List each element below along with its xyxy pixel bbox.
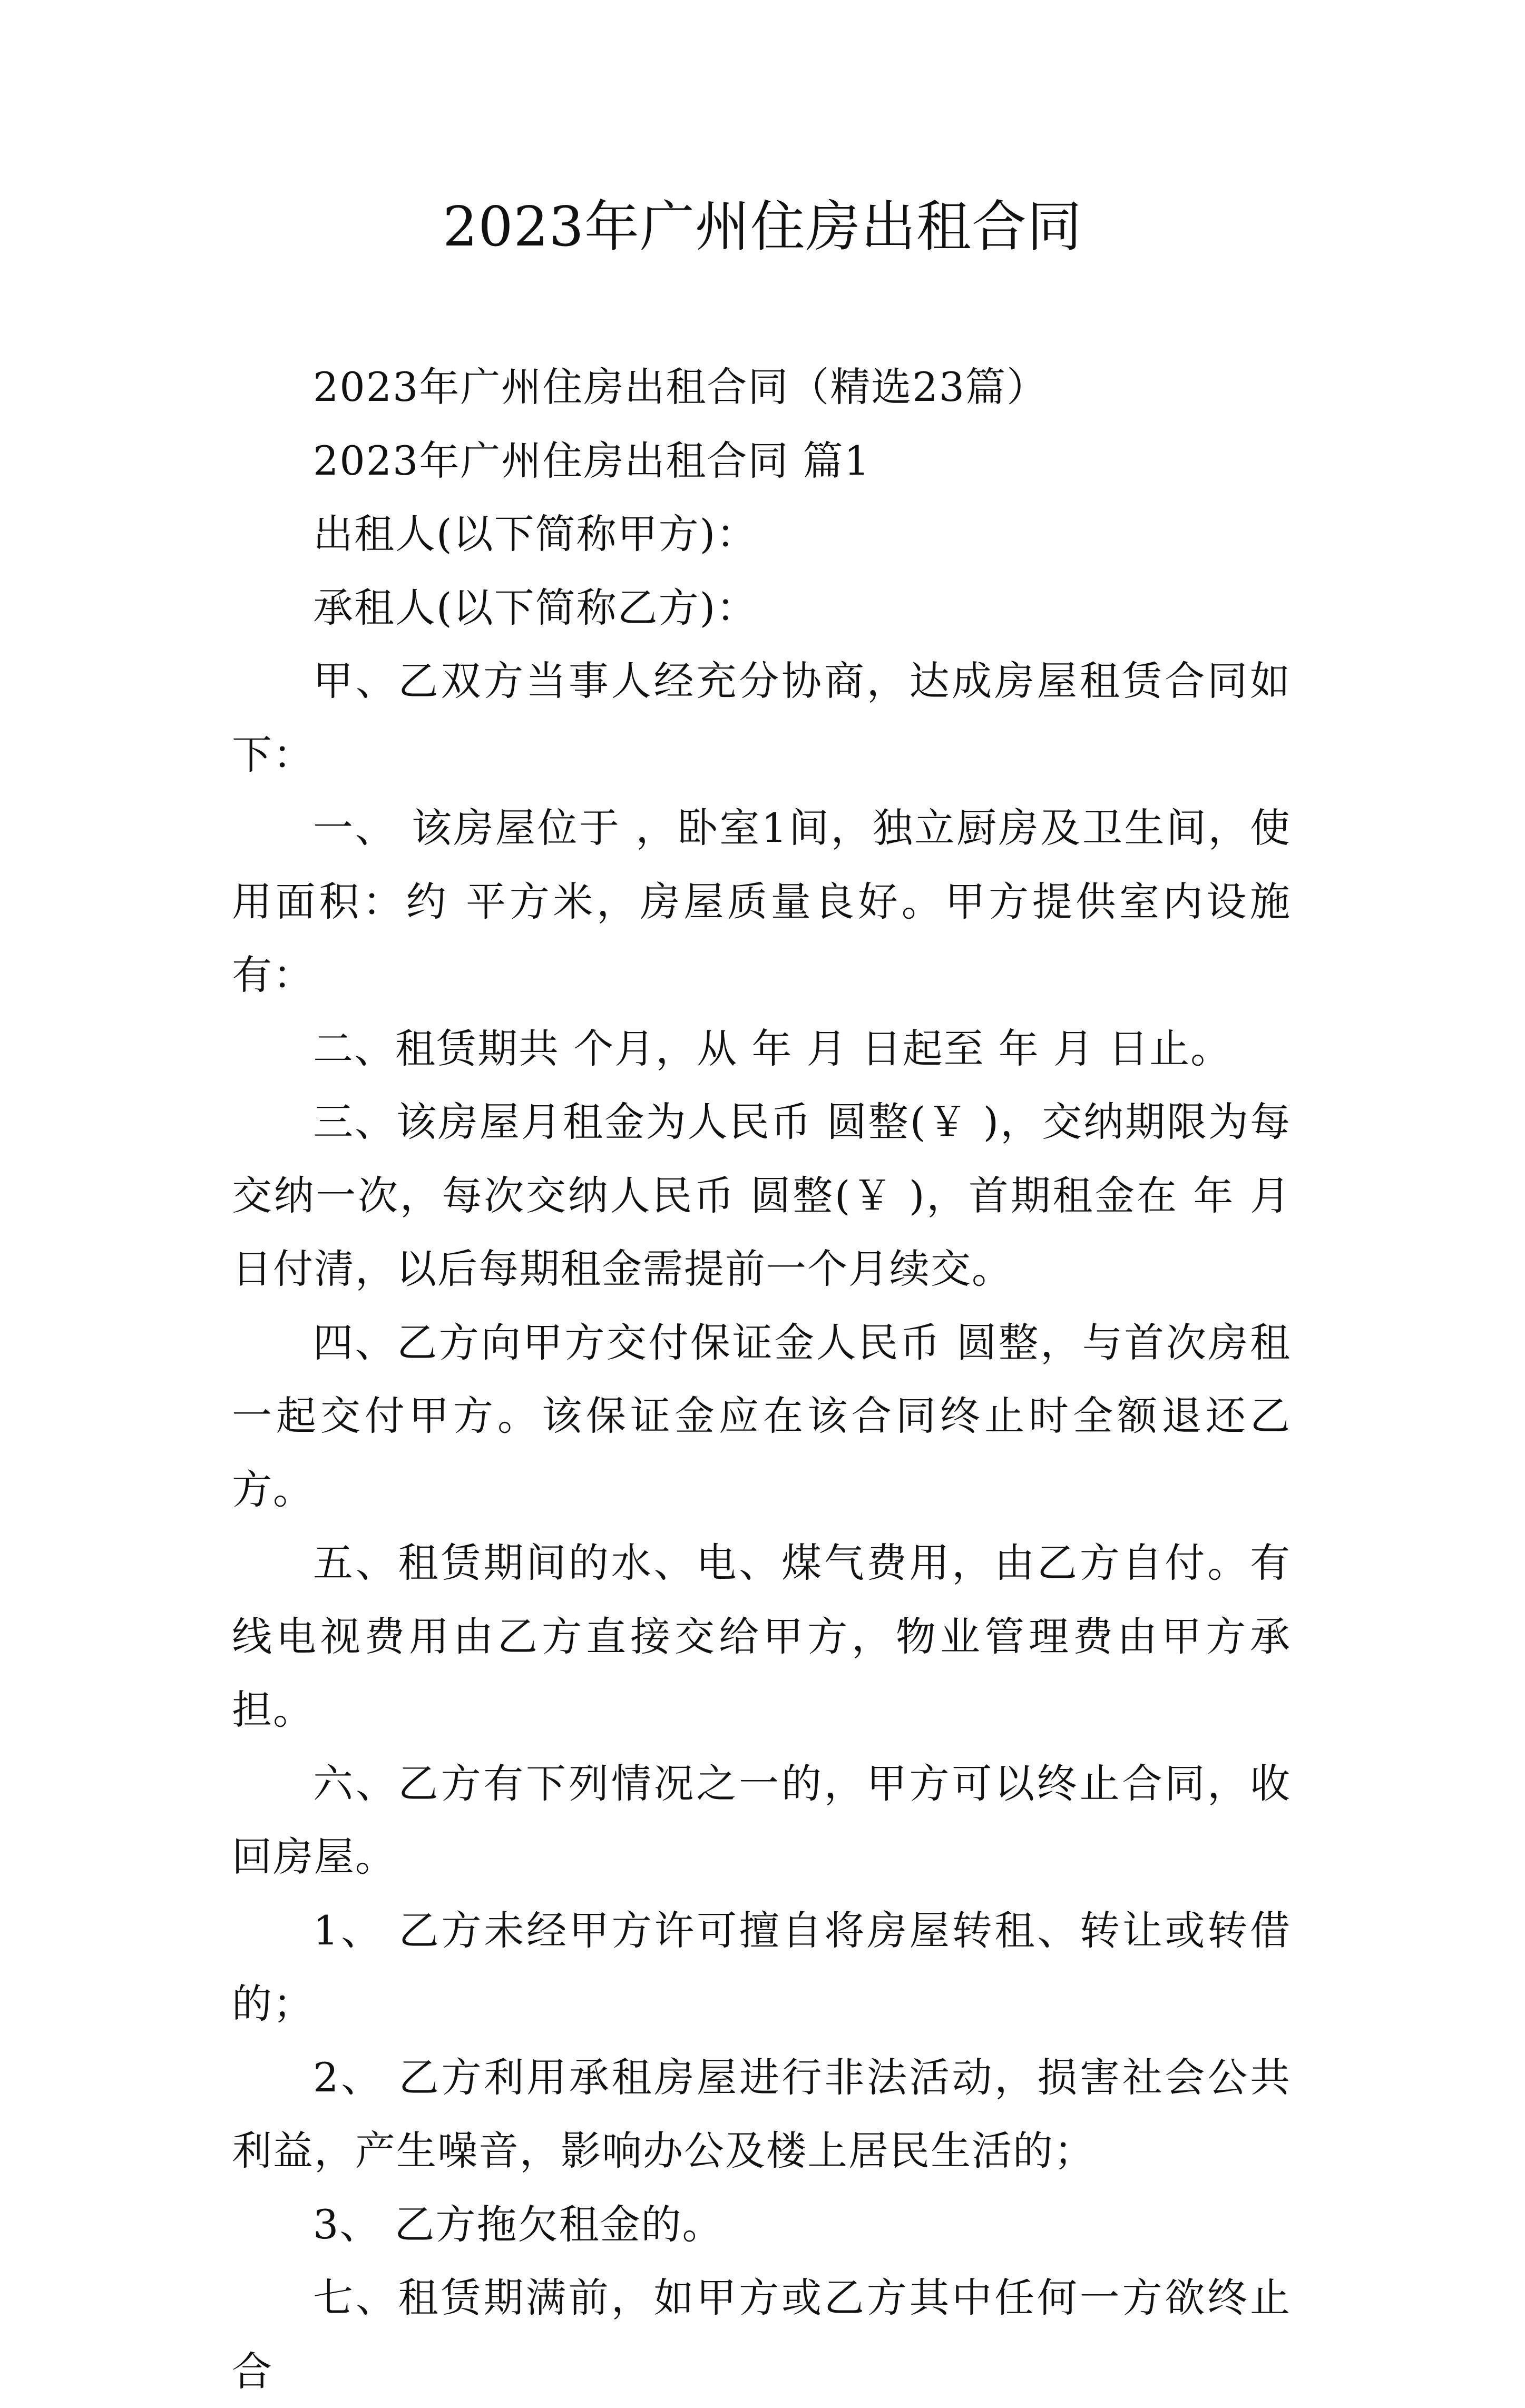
paragraph-lessee: 承租人(以下简称乙方)： [313, 584, 758, 631]
paragraph-clause-2: 二、租赁期共 个月，从 年 月 日起至 年 月 日止。 [313, 1025, 1232, 1072]
paragraph-article-heading: 2023年广州住房出租合同 篇1 [313, 437, 871, 484]
paragraph-preamble: 甲、乙双方当事人经充分协商，达成房屋租赁合同如下： [232, 657, 1291, 778]
paragraph-clause-6-item-2: 2、 乙方利用承租房屋进行非法活动，损害社会公共利益，产生噪音，影响办公及楼上居民生活的； [232, 2053, 1291, 2174]
document-body [232, 350, 1291, 2408]
paragraph-clause-6-item-1: 1、 乙方未经甲方许可擅自将房屋转租、转让或转借的； [232, 1906, 1291, 2027]
paragraph-clause-6-item-3: 3、 乙方拖欠租金的。 [313, 2200, 724, 2248]
paragraph-clause-5: 五、租赁期间的水、电、煤气费用，由乙方自付。有线电视费用由乙方直接交给甲方，物业管理费由甲方承担。 [232, 1539, 1291, 1733]
paragraph-clause-4: 四、乙方向甲方交付保证金人民币 圆整，与首次房租一起交付甲方。该保证金应在该合同终止时全额退还乙方。 [232, 1319, 1291, 1513]
paragraph-clause-3: 三、该房屋月租金为人民币 圆整(￥ )，交纳期限为每 交纳一次，每次交纳人民币 圆整(￥ )，首期租金在 年 月 日付清，以后每期租金需提前一个月续交。 [232, 1098, 1291, 1292]
paragraph-clause-6: 六、乙方有下列情况之一的，甲方可以终止合同，收回房屋。 [232, 1760, 1291, 1880]
document-title: 2023年广州住房出租合同 [443, 194, 1082, 259]
paragraph-collection-title: 2023年广州住房出租合同（精选23篇） [313, 363, 1048, 410]
paragraph-clause-1: 一、 该房屋位于 ，卧室1间，独立厨房及卫生间，使用面积：约 平方米，房屋质量良好。甲方提供室内设施有： [232, 804, 1291, 998]
paragraph-clause-7: 七、租赁期满前，如甲方或乙方其中任何一方欲终止合 [232, 2274, 1291, 2395]
paragraph-lessor: 出租人(以下简称甲方)： [313, 510, 758, 557]
